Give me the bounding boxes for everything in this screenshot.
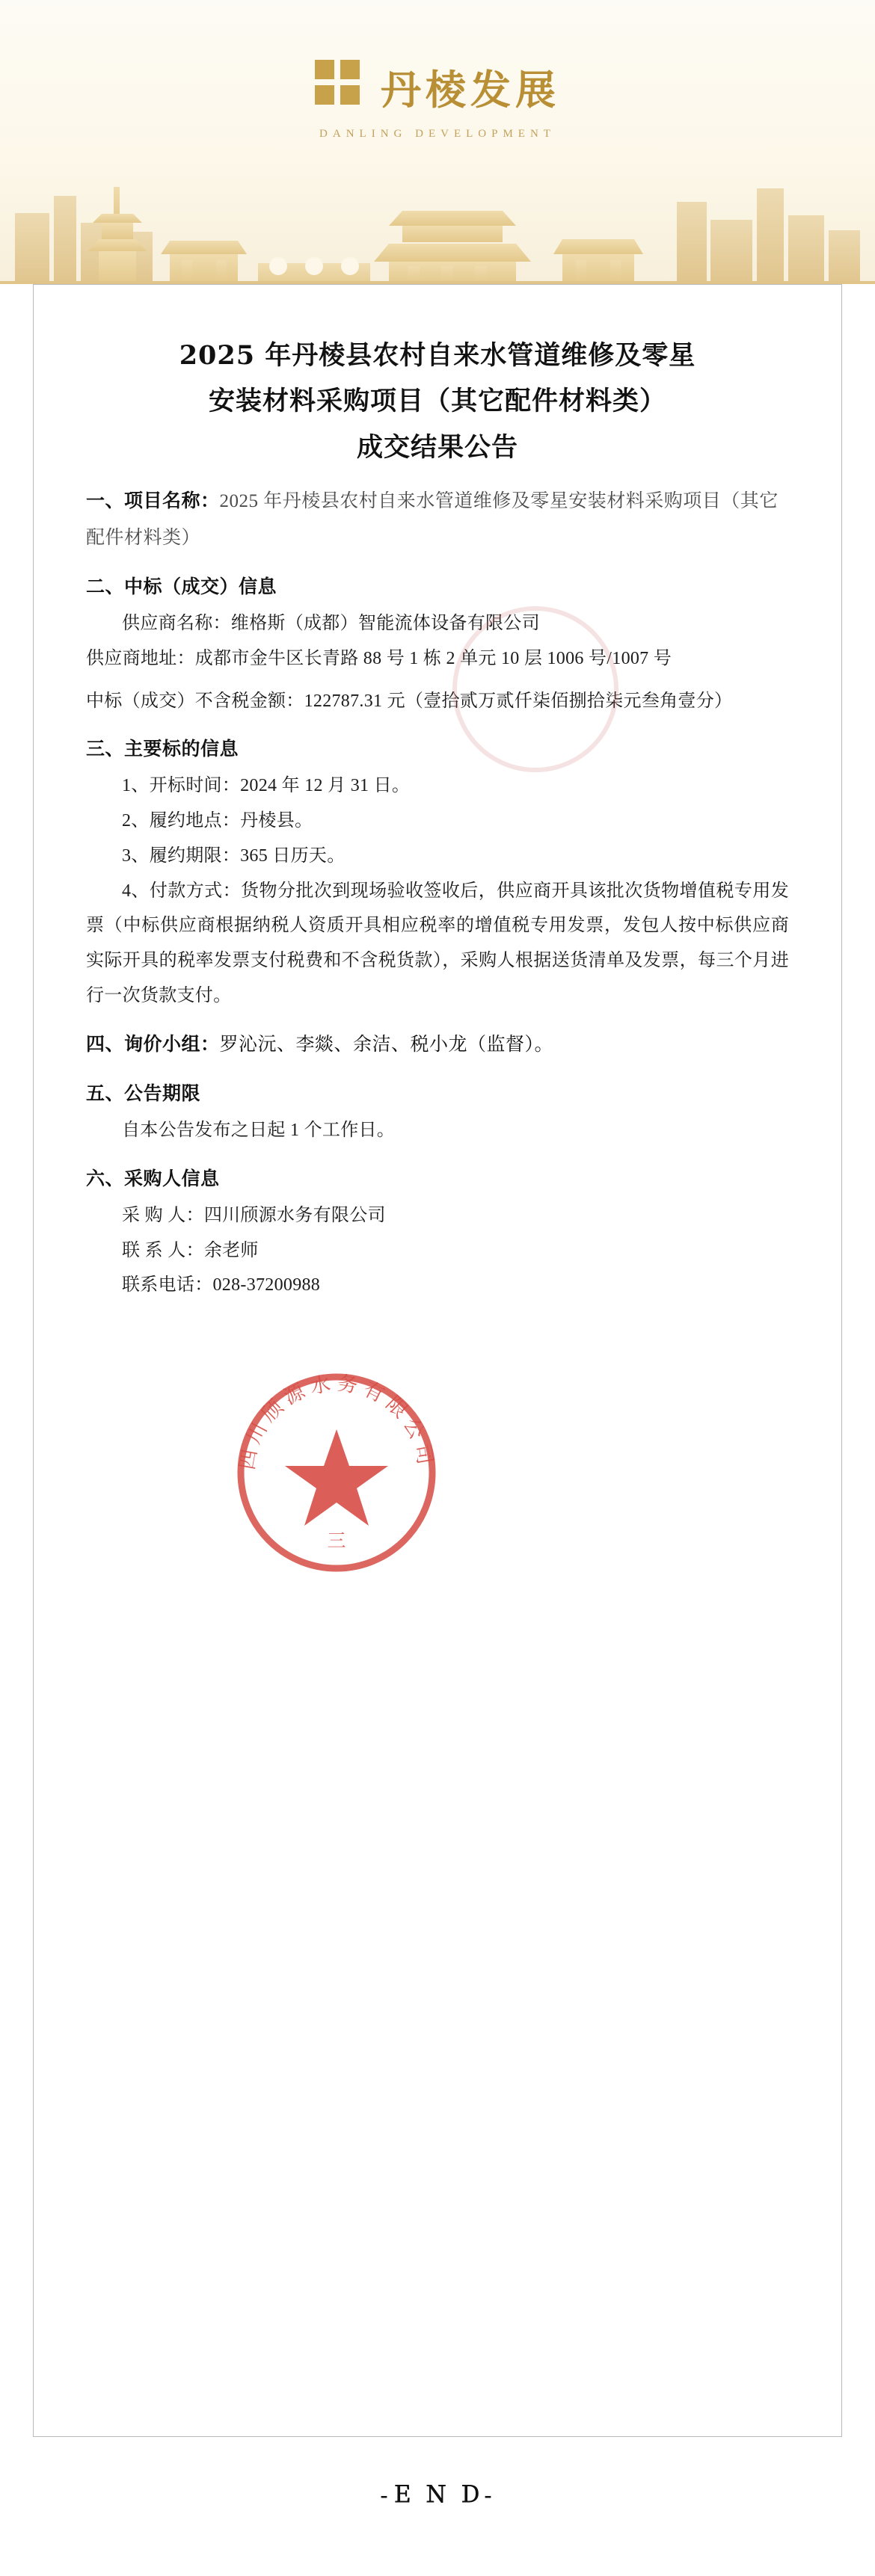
section-5-heading: 五、公告期限 <box>86 1084 201 1105</box>
window-grid-icon <box>315 60 361 106</box>
supplier-address: 供应商地址：成都市金牛区长青路 88 号 1 栋 2 单元 10 层 1006 号/1007 号 <box>86 648 672 668</box>
contact-phone-value: 028-37200988 <box>212 1275 321 1295</box>
section-1-heading <box>86 484 789 557</box>
buyer-name-value: 四川颀源水务有限公司 <box>203 1205 386 1225</box>
contact-person-label: 联 系 人： <box>122 1240 204 1260</box>
page-banner <box>0 0 875 284</box>
section-4-label: 四、询价小组： <box>86 1034 220 1055</box>
section-2-heading: 二、中标（成交）信息 <box>86 577 277 598</box>
award-amount: 中标（成交）不含税金额：122787.31 元（壹拾贰万贰仟柒佰捌拾柒元叁角壹分） <box>86 691 733 711</box>
svg-text:四川颀源水务有限公司: 四川颀源水务有限公司 <box>236 1372 438 1472</box>
contact-phone-row <box>86 1268 789 1303</box>
contact-phone-label: 联系电话： <box>122 1275 213 1295</box>
page-title <box>86 333 789 470</box>
banner-brand <box>0 58 875 141</box>
contact-person-value: 余老师 <box>203 1240 259 1260</box>
document-end-marker: -Ｅ Ｎ Ｄ- <box>380 2483 495 2507</box>
section-1-value: 2025 年丹棱县农村自来水管道维修及零星安装材料采购项目（其它配件材料类） <box>86 490 779 548</box>
title-line-2: 安装材料采购项目（其它配件材料类） <box>208 386 666 417</box>
supplier-name: 供应商名称：维格斯（成都）智能流体设备有限公司 <box>122 614 540 633</box>
brand-name-en: DANLING DEVELOPMENT <box>319 128 556 140</box>
section-6-heading: 六、采购人信息 <box>86 1169 220 1190</box>
buyer-name-row <box>86 1198 789 1233</box>
brand-name-cn: 丹棱发展 <box>381 66 560 114</box>
title-line-1: 2025 年丹棱县农村自来水管道维修及零星 <box>179 340 696 371</box>
section-1-label: 一、项目名称： <box>86 490 220 511</box>
inquiry-panel-members: 罗沁沅、李燚、余洁、税小龙（监督）。 <box>219 1034 554 1055</box>
section-3-heading: 三、主要标的信息 <box>86 739 239 760</box>
announcement-document <box>33 284 842 2437</box>
payment-terms: 4、付款方式：货物分批次到现场验收签收后，供应商开具该批次货物增值税专用发票（中标供应商根据纳税人资质开具相应税率的增值税专用发票，发包人按中标供应商实际开具的税率发票支付税费和不含税货款），采购人根据送货清单及发票，每三个月进行一次货款支付。 <box>86 881 789 1005</box>
section-4-heading <box>86 1027 789 1064</box>
skyline-illustration <box>0 142 875 284</box>
performance-location: 2、履约地点：丹棱县。 <box>122 810 313 831</box>
buyer-name-label: 采 购 人： <box>122 1205 204 1225</box>
announcement-period: 自本公告发布之日起 1 个工作日。 <box>122 1121 396 1141</box>
title-line-3: 成交结果公告 <box>356 431 518 463</box>
svg-text:三: 三 <box>327 1529 346 1552</box>
performance-period: 3、履约期限：365 日历天。 <box>122 845 346 866</box>
bid-open-time: 1、开标时间：2024 年 12 月 31 日。 <box>122 776 411 796</box>
contact-person-row <box>86 1233 789 1269</box>
